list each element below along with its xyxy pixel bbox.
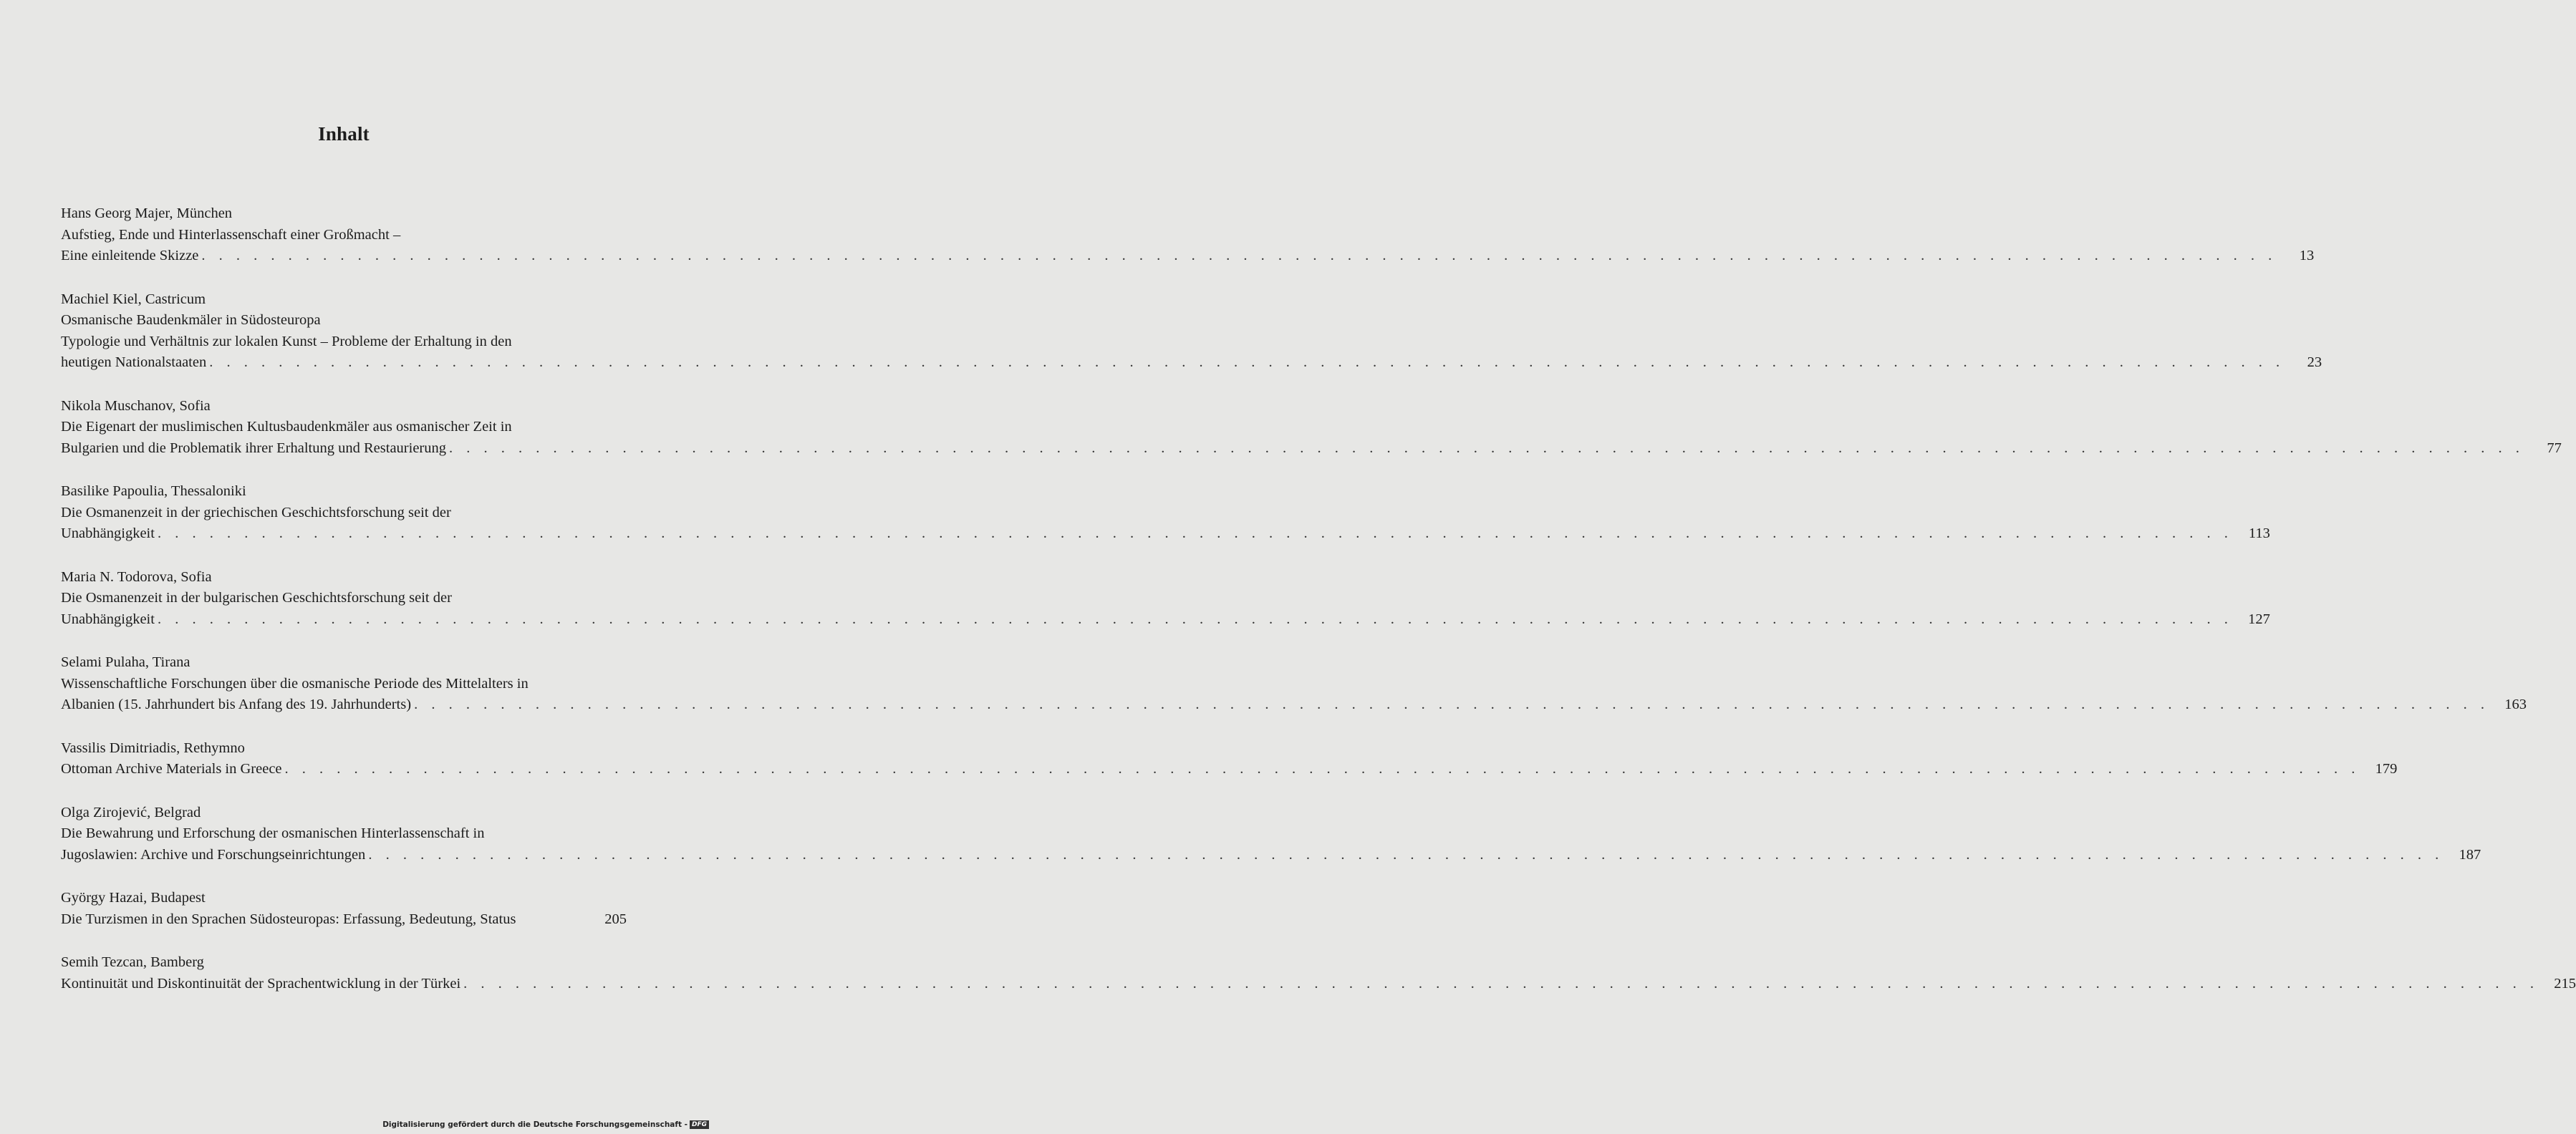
toc-entry (61, 738, 2398, 780)
dot-leader: . . . . . . . . . . . . . . . . . . . . . . . . . . . . . . . . . . . . . . . . . . . . . . . . . . . . . . . . . . . . . . . . . . . . . . . . . . . . . . . . . . . . . . . . . . . . . . . . . . . . . . . . . . . . . . . . . . . . . . . . (201, 248, 2277, 263)
toc-author: György Hazai, Budapest (61, 890, 206, 906)
dot-leader: . . . . . . . . . . . . . . . . . . . . . . . . . . . . . . . . . . . . . . . . . . . . . . . . . . . . . . . . . . . . . . . . . . . . . . . . . . . . . . . . . . . . . . . . . . . . . . . . . . . . . . . . . . . . . . . . . . . . . . . . (209, 354, 2285, 370)
toc-title-line: Die Osmanenzeit in der griechischen Geschichtsforschung seit der (61, 504, 451, 520)
footer-text: Digitalisierung gefördert durch die Deutsche Forschungsgemeinschaft - (382, 1120, 688, 1129)
toc-title-line: Osmanische Baudenkmäler in Südosteuropa (61, 312, 321, 328)
toc-title-line: Die Turzismen in den Sprachen Südosteuropas: Erfassung, Bedeutung, Status (61, 911, 516, 927)
toc-title-line: heutigen Nationalstaaten (61, 354, 207, 370)
toc-title-line: Jugoslawien: Archive und Forschungseinrichtungen (61, 846, 366, 863)
toc-entry (61, 289, 2322, 374)
toc-entry (61, 396, 2562, 460)
toc-title-row (61, 246, 2315, 267)
toc-title-row (61, 845, 2481, 866)
toc-title-line: Wissenschaftliche Forschungen über die osmanische Periode des Mittelalters in (61, 675, 529, 692)
toc-page-number: 113 (2248, 525, 2270, 541)
toc-page-number: 215 (2554, 975, 2576, 992)
dot-leader: . . . . . . . . . . . . . . . . . . . . . . . . . . . . . . . . . . . . . . . . . . . . . . . . . . . . . . . . . . . . . . . . . . . . . . . . . . . . . . . . . . . . . . . . . . . . . . . . . . . . . . . . . . . . . . . . . . . . . . . . (463, 975, 2539, 992)
toc-entry (61, 888, 627, 930)
toc-author: Basilike Papoulia, Thessaloniki (61, 483, 246, 499)
toc-author: Hans Georg Majer, München (61, 205, 233, 221)
toc-author: Nikola Muschanov, Sofia (61, 397, 211, 414)
dot-leader: . . . . . . . . . . . . . . . . . . . . . . . . . . . . . . . . . . . . . . . . . . . . . . . . . . . . . . . . . . . . . . . . . . . . . . . . . . . . . . . . . . . . . . . . . . . . . . . . . . . . . . . . . . . . . . . . . . . . . . . . (157, 611, 2233, 627)
dot-leader: . . . . . . . . . . . . . . . . . . . . . . . . . . . . . . . . . . . . . . . . . . . . . . . . . . . . . . . . . . . . . . . . . . . . . . . . . . . . . . . . . . . . . . . . . . . . . . . . . . . . . . . . . . . . . . . . . . . . . . . . (157, 525, 2233, 541)
page-title: Inhalt (318, 123, 370, 145)
dfg-logo-icon: DFG (690, 1120, 709, 1129)
toc-author: Vassilis Dimitriadis, Rethymno (61, 740, 245, 756)
toc-author: Olga Zirojević, Belgrad (61, 804, 201, 820)
toc-page-number: 77 (2547, 440, 2562, 456)
toc-page-number: 23 (2307, 354, 2322, 370)
toc-page-number: 163 (2504, 697, 2527, 712)
toc-title-line: Kontinuität und Diskontinuität der Sprachentwicklung in der Türkei (61, 975, 461, 992)
toc-entry (61, 203, 2315, 267)
toc-entry (61, 803, 2481, 866)
toc-author: Machiel Kiel, Castricum (61, 291, 206, 307)
toc-author: Selami Pulaha, Tirana (61, 654, 190, 670)
toc-title-line: Eine einleitende Skizze (61, 248, 199, 263)
toc-title-row (61, 352, 2322, 374)
toc-title-row (61, 438, 2562, 460)
toc-title-line: Unabhängigkeit (61, 611, 155, 627)
toc-page-number: 13 (2299, 248, 2315, 263)
dot-leader: . . . . . . . . . . . . . . . . . . . . . . . . . . . . . . . . . . . . . . . . . . . . . . . . . . . . . . . . . . . . . . . . . . . . . . . . . . . . . . . . . . . . . . . . . . . . . . . . . . . . . . . . . . . . . . . . . . . . . . . . (449, 440, 2524, 456)
toc-title-row (61, 759, 2398, 780)
toc-title-line: Die Osmanenzeit in der bulgarischen Geschichtsforschung seit der (61, 590, 452, 606)
toc-title-line: Unabhängigkeit (61, 525, 155, 541)
dot-leader: . . . . . . . . . . . . . . . . . . . . . . . . . . . . . . . . . . . . . . . . . . . . . . . . . . . . . . . . . . . . . . . . . . . . . . . . . . . . . . . . . . . . . . . . . . . . . . . . . . . . . . . . . . . . . . . . . . . . . . . . (368, 846, 2444, 863)
toc-title-row (61, 523, 2270, 545)
toc-author: Semih Tezcan, Bamberg (61, 954, 204, 970)
toc-title-row (61, 609, 2270, 631)
toc-title-line: Die Eigenart der muslimischen Kultusbaudenkmäler aus osmanischer Zeit in (61, 419, 512, 435)
toc-entry (61, 481, 2270, 545)
toc-page-number: 187 (2459, 846, 2481, 863)
toc-title-line: Albanien (15. Jahrhundert bis Anfang des 19. Jahrhunderts) (61, 697, 412, 712)
toc-title-line: Ottoman Archive Materials in Greece (61, 761, 282, 777)
toc-title-row (61, 974, 2576, 995)
toc-title-line: Bulgarien und die Problematik ihrer Erhaltung und Restaurierung (61, 440, 446, 456)
toc-title-row (61, 694, 2527, 716)
toc-page-number: 127 (2248, 611, 2270, 627)
toc-author: Maria N. Todorova, Sofia (61, 568, 212, 585)
digitization-footer (382, 1120, 709, 1129)
toc-title-line: Die Bewahrung und Erforschung der osmanischen Hinterlassenschaft in (61, 825, 485, 841)
toc-entry (61, 652, 2527, 716)
toc-title-row (61, 909, 627, 931)
toc-page-number: 205 (604, 911, 627, 927)
toc-title-line: Typologie und Verhältnis zur lokalen Kunst – Probleme der Erhaltung in den (61, 333, 512, 349)
toc-entry (61, 952, 2576, 994)
dot-leader: . . . . . . . . . . . . . . . . . . . . . . . . . . . . . . . . . . . . . . . . . . . . . . . . . . . . . . . . . . . . . . . . . . . . . . . . . . . . . . . . . . . . . . . . . . . . . . . . . . . . . . . . . . . . . . . . . . . . . . . . (414, 697, 2489, 712)
toc-entry (61, 567, 2270, 631)
dot-leader: . . . . . . . . . . . . . . . . . . . . . . . . . . . . . . . . . . . . . . . . . . . . . . . . . . . . . . . . . . . . . . . . . . . . . . . . . . . . . . . . . . . . . . . . . . . . . . . . . . . . . . . . . . . . . . . . . . . . . . . . (284, 761, 2360, 777)
table-of-contents (61, 203, 2576, 1017)
toc-page-number: 179 (2375, 761, 2398, 777)
toc-title-line: Aufstieg, Ende und Hinterlassenschaft einer Großmacht – (61, 226, 401, 243)
